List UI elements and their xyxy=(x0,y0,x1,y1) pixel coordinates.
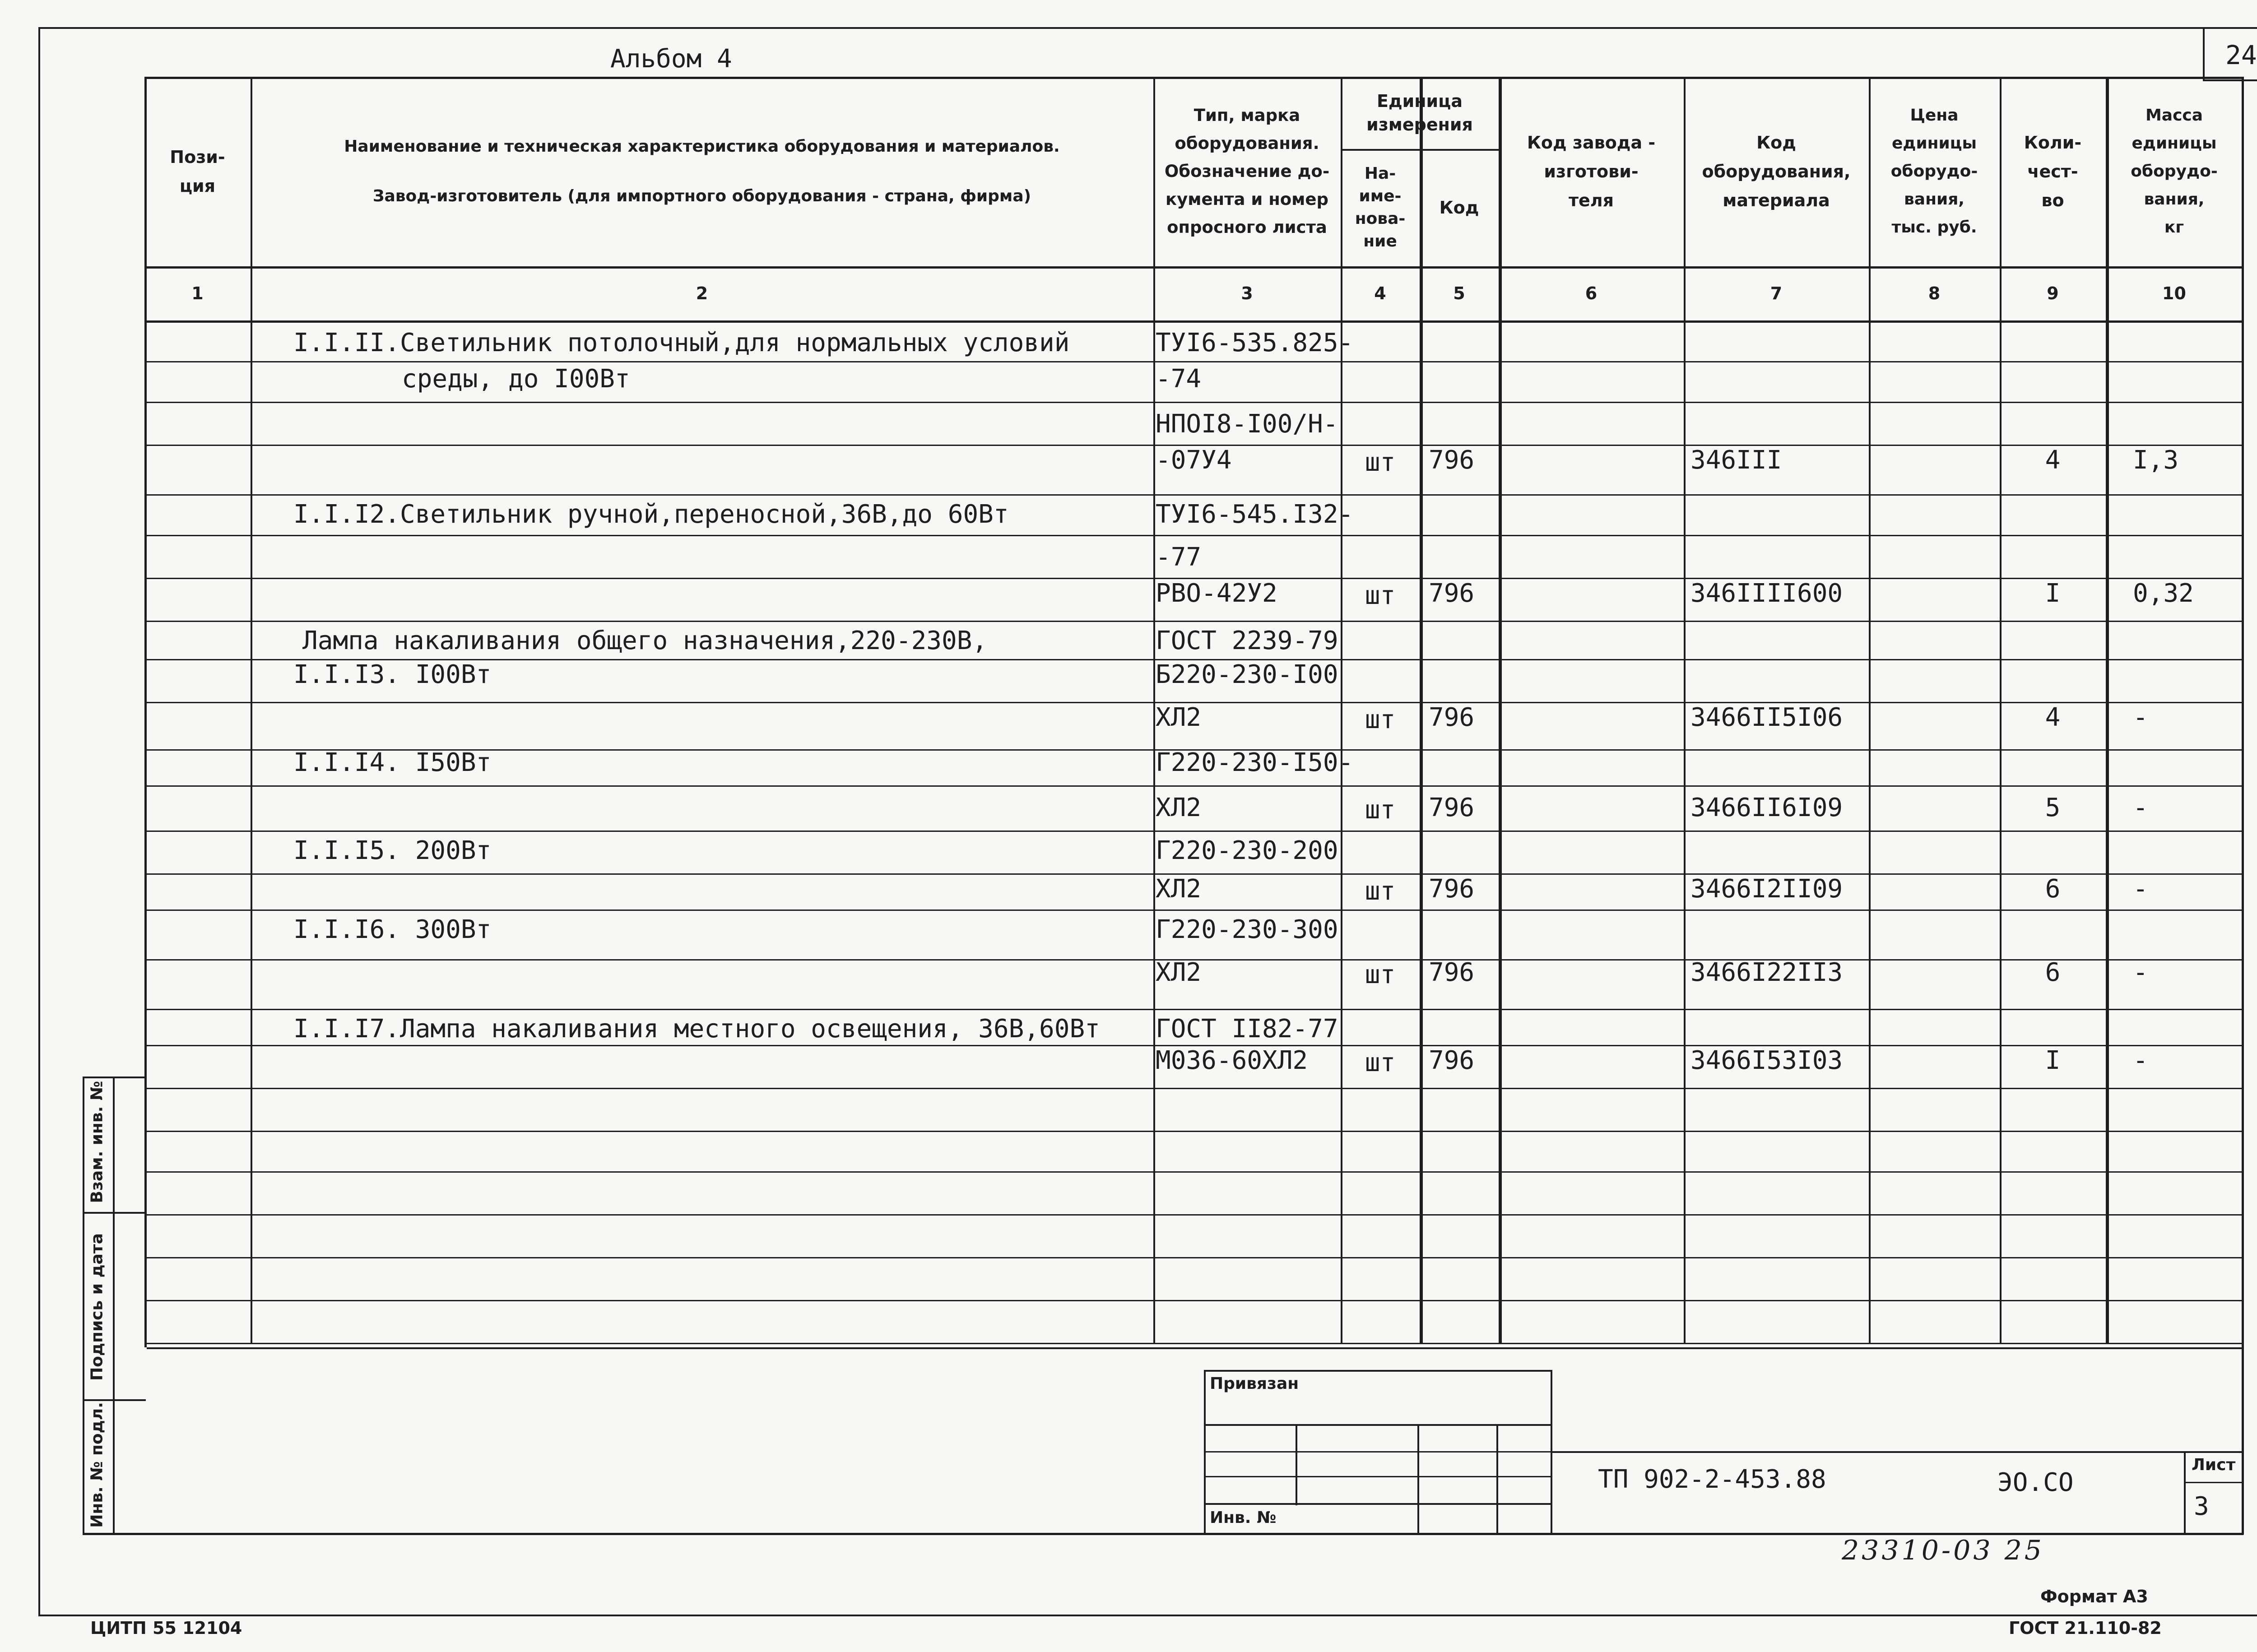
footer-format: Формат А3 xyxy=(2040,1587,2148,1606)
doc-code: ТП 902-2-453.88 xyxy=(1598,1465,1826,1494)
column-number-type: 3 xyxy=(1241,283,1253,303)
row-unit: шт xyxy=(1365,1048,1396,1077)
outer-frame-left xyxy=(38,27,40,1616)
column-number-name: 2 xyxy=(696,283,708,303)
sheet-box-left xyxy=(2184,1451,2186,1535)
column-header-price: Цена единицы оборудо- вания, тыс. руб. xyxy=(1890,106,1978,237)
row-quantity: 6 xyxy=(2045,874,2061,904)
column-number-unit_code: 5 xyxy=(1453,283,1465,303)
column-number-qty: 9 xyxy=(2047,283,2059,303)
side-stamp-left xyxy=(83,1077,84,1535)
row-border xyxy=(144,785,2243,787)
row-border xyxy=(144,402,2243,403)
column-header-factory: Код завода - изготови- теля xyxy=(1527,133,1656,210)
column-header-name: Наименование и техническая характеристика оборудования и материалов. Завод-изготовитель (для импортного оборудования - страна, фирма) xyxy=(344,137,1060,205)
attached-box-v1 xyxy=(1296,1424,1297,1505)
row-border xyxy=(144,1009,2243,1010)
stamp-signature-date: Подпись и дата xyxy=(88,1233,107,1381)
row-quantity: 6 xyxy=(2045,958,2061,987)
row-type: Г220-230-300 xyxy=(1156,915,1338,944)
attached-box-h4 xyxy=(1204,1503,1551,1505)
row-border xyxy=(144,1131,2243,1132)
row-type: ХЛ2 xyxy=(1156,793,1202,822)
row-material-code: 3466II5I06 xyxy=(1690,703,1843,732)
row-name: I.I.I4. I50Вт xyxy=(293,748,492,777)
row-mass: - xyxy=(2133,1046,2148,1075)
row-name: I.I.I3. I00Вт xyxy=(293,660,492,689)
side-stamp-top xyxy=(83,1077,146,1078)
row-material-code: 346III xyxy=(1690,445,1782,475)
row-material-code: 3466I22II3 xyxy=(1690,958,1843,987)
page-box-left xyxy=(2203,27,2205,80)
column-number-price: 8 xyxy=(1928,283,1941,303)
attached-box-h3 xyxy=(1204,1476,1551,1477)
stamp-replace-inv: Взам. инв. № xyxy=(88,1081,107,1203)
unit-group-header: Единица измерения xyxy=(1366,91,1473,135)
row-type: -77 xyxy=(1156,543,1202,572)
row-name: I.I.I7.Лампа накаливания местного освещения, 36В,60Вт xyxy=(293,1014,1100,1044)
row-border xyxy=(144,1257,2243,1258)
column-header-unit_code: Код xyxy=(1439,198,1479,218)
row-quantity: I xyxy=(2045,579,2061,608)
row-quantity: I xyxy=(2045,1046,2061,1075)
row-unit-code: 796 xyxy=(1429,958,1475,987)
row-mass: - xyxy=(2133,874,2148,904)
row-type: ГОСТ 2239-79 xyxy=(1156,626,1338,655)
row-type: Б220-230-I00 xyxy=(1156,660,1338,689)
row-type: Г220-230-I50- xyxy=(1156,748,1354,777)
row-mass: I,3 xyxy=(2133,445,2179,475)
row-name: I.I.I2.Светильник ручной,переносной,36В,до 60Вт xyxy=(293,500,1009,529)
page-number: 24 xyxy=(2225,40,2257,70)
tb-top xyxy=(147,1347,2243,1349)
row-border xyxy=(144,535,2243,536)
handwritten-number: 23310-03 25 xyxy=(1842,1535,2044,1566)
row-type: ГОСТ II82-77 xyxy=(1156,1014,1338,1044)
sheet-label: Лист xyxy=(2192,1456,2236,1474)
row-border xyxy=(144,1171,2243,1173)
side-stamp-mid xyxy=(113,1077,115,1535)
attached-box-top xyxy=(1204,1370,1551,1372)
column-number-unit_name: 4 xyxy=(1374,283,1386,303)
row-unit: шт xyxy=(1365,877,1396,906)
row-type: РВО-42У2 xyxy=(1156,579,1277,608)
footer-citp: ЦИТП 55 12104 xyxy=(90,1618,242,1638)
sheet-box-mid xyxy=(2184,1482,2243,1483)
row-type: Г220-230-200 xyxy=(1156,836,1338,865)
number-row-border xyxy=(144,320,2243,323)
row-unit-code: 796 xyxy=(1429,1046,1475,1075)
row-mass: - xyxy=(2133,958,2148,987)
doc-section: ЭО.СО xyxy=(1997,1468,2074,1497)
tb-right xyxy=(2242,77,2244,1535)
row-border xyxy=(144,1088,2243,1089)
row-border xyxy=(144,621,2243,622)
row-mass: 0,32 xyxy=(2133,579,2194,608)
row-quantity: 5 xyxy=(2045,793,2061,822)
doc-block-top xyxy=(1551,1451,2243,1453)
row-unit: шт xyxy=(1365,705,1396,734)
row-unit-code: 796 xyxy=(1429,703,1475,732)
inv-no-label: Инв. № xyxy=(1210,1508,1277,1527)
outer-frame-top xyxy=(38,27,2257,29)
column-number-factory: 6 xyxy=(1585,283,1598,303)
row-name: Лампа накаливания общего назначения,220-230В, xyxy=(302,626,988,655)
row-type: -74 xyxy=(1156,364,1202,394)
row-border xyxy=(144,494,2243,496)
row-material-code: 346IIII600 xyxy=(1690,579,1843,608)
row-name: I.I.I6. 300Вт xyxy=(293,915,492,944)
row-name: среды, до I00Вт xyxy=(402,364,630,394)
row-border xyxy=(144,910,2243,911)
column-number-mass: 10 xyxy=(2162,283,2186,303)
row-mass: - xyxy=(2133,793,2148,822)
sheet-number: 3 xyxy=(2194,1492,2209,1521)
row-unit-code: 796 xyxy=(1429,874,1475,904)
outer-frame-bottom xyxy=(38,1615,2257,1616)
row-material-code: 3466I53I03 xyxy=(1690,1046,1843,1075)
attached-box-v2 xyxy=(1417,1424,1419,1535)
row-type: НПОI8-I00/Н- xyxy=(1156,409,1338,439)
row-unit-code: 796 xyxy=(1429,445,1475,475)
row-unit-code: 796 xyxy=(1429,579,1475,608)
column-header-pos: Пози- ция xyxy=(170,147,225,196)
row-name: I.I.I5. 200Вт xyxy=(293,836,492,865)
column-number-pos: 1 xyxy=(191,283,204,303)
column-header-code: Код оборудования, материала xyxy=(1702,133,1851,210)
row-quantity: 4 xyxy=(2045,703,2061,732)
attached-box-v3 xyxy=(1496,1424,1498,1535)
column-number-code: 7 xyxy=(1770,283,1783,303)
row-mass: - xyxy=(2133,703,2148,732)
row-type: ТУI6-535.825- xyxy=(1156,328,1354,357)
album-label: Альбом 4 xyxy=(610,44,732,74)
row-quantity: 4 xyxy=(2045,445,2061,475)
row-border xyxy=(144,1300,2243,1301)
row-border xyxy=(144,361,2243,362)
row-border xyxy=(144,1214,2243,1216)
row-type: -07У4 xyxy=(1156,445,1232,475)
row-border xyxy=(144,831,2243,832)
column-header-qty: Коли- чест- во xyxy=(2024,133,2082,210)
attached-box-h2 xyxy=(1204,1451,1551,1452)
column-header-mass: Масса единицы оборудо- вания, кг xyxy=(2131,106,2218,237)
row-unit: шт xyxy=(1365,581,1396,610)
attached-label: Привязан xyxy=(1210,1374,1299,1393)
row-unit: шт xyxy=(1365,960,1396,989)
row-unit: шт xyxy=(1365,448,1396,477)
stamp-original-inv: Инв. № подл. xyxy=(88,1402,107,1528)
row-type: ХЛ2 xyxy=(1156,703,1202,732)
row-name: I.I.II.Светильник потолочный,для нормальных условий xyxy=(293,328,1070,357)
row-type: ХЛ2 xyxy=(1156,958,1202,987)
row-material-code: 3466I2II09 xyxy=(1690,874,1843,904)
row-border xyxy=(144,1343,2243,1344)
attached-box-h1 xyxy=(1204,1424,1551,1426)
side-stamp-div1 xyxy=(83,1212,146,1214)
row-unit: шт xyxy=(1365,795,1396,825)
row-type: М036-60ХЛ2 xyxy=(1156,1046,1308,1075)
column-header-unit_name: На- име- нова- ние xyxy=(1355,164,1406,251)
row-unit-code: 796 xyxy=(1429,793,1475,822)
row-type: ТУI6-545.I32- xyxy=(1156,500,1354,529)
column-header-type: Тип, марка оборудования. Обозначение до- кумента и номер опросного листа xyxy=(1164,106,1330,237)
footer-gost: ГОСТ 21.110-82 xyxy=(2009,1618,2162,1638)
row-type: ХЛ2 xyxy=(1156,874,1202,904)
row-material-code: 3466II6I09 xyxy=(1690,793,1843,822)
